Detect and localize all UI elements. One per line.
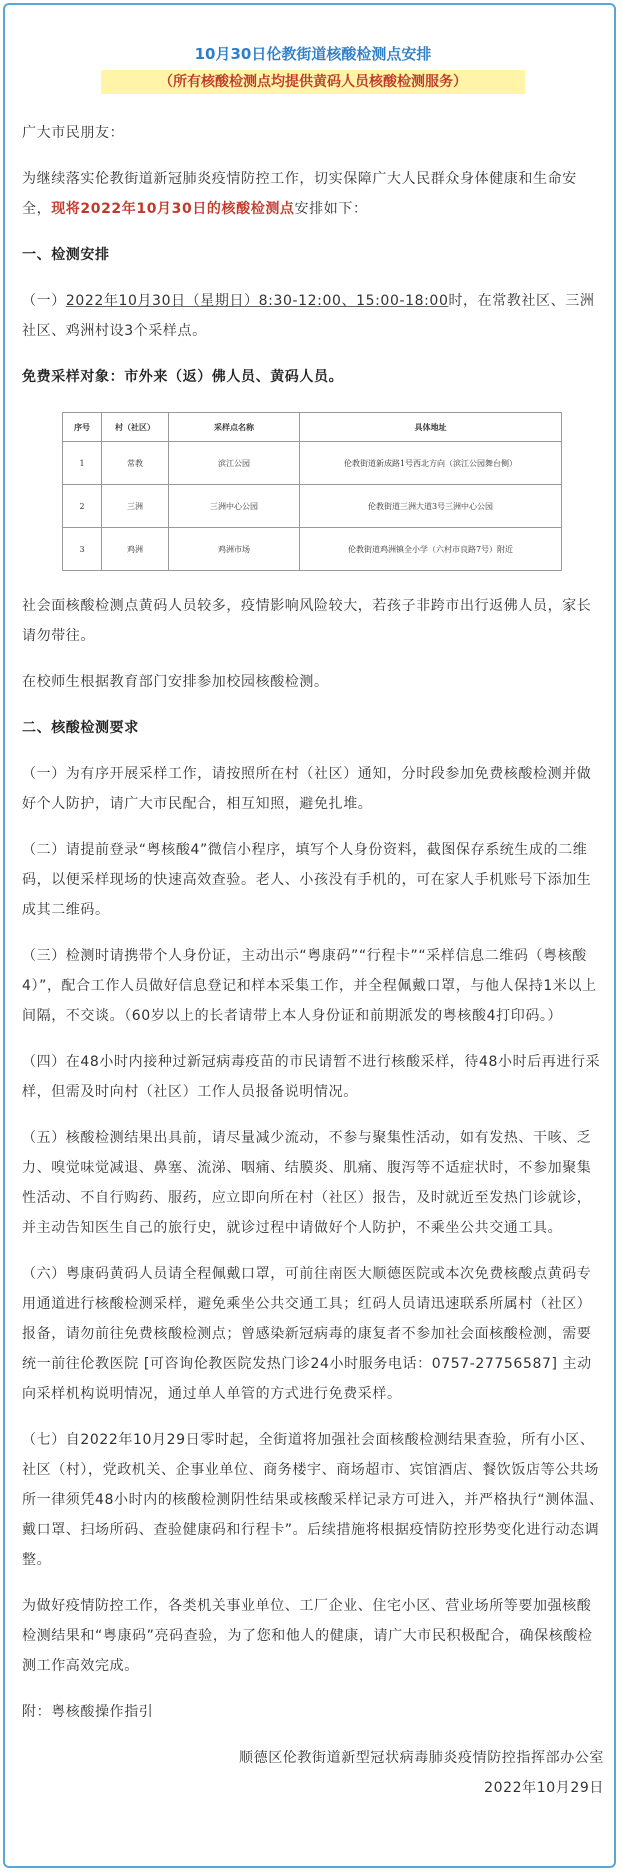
page-subtitle: （所有核酸检测点均提供黄码人员核酸检测服务） [101,70,525,94]
signature-org: 顺德区伦教街道新型冠状病毒肺炎疫情防控指挥部办公室 [239,1750,604,1766]
intro-prefix: 为继续落实伦教街道新冠肺炎疫情防控工作，切实保障广大人民群众身体健康和生命安全， [22,171,577,217]
cell-no: 3 [63,528,102,571]
table-row [63,485,562,528]
cell-village: 鸡洲 [102,528,169,571]
col-header-address: 具体地址 [300,413,562,442]
cell-no: 1 [63,442,102,485]
cell-address: 伦教街道鸡洲镇全小学（六村市良路7号）附近 [300,528,562,571]
section2-heading: 二、核酸检测要求 [22,720,139,736]
schedule-suffix: 时，在常教社区、三洲社区、鸡洲村设3个采样点。 [22,293,595,339]
requirement-item-1: （一）为有序开展采样工作，请按照所在村（社区）通知，分时段参加免费核酸检测并做好个人防护，请广大市民配合，相互知照，避免扎堆。 [22,766,592,812]
document-content [22,40,604,1803]
closing-paragraph: 为做好疫情防控工作，各类机关事业单位、工厂企业、住宅小区、营业场所等要加强核酸检测结果和“粤康码”亮码查验，为了您和他人的健康，请广大市民积极配合，确保核酸检测工作高效完成。 [22,1598,593,1674]
cell-no: 2 [63,485,102,528]
page-title: 10月30日伦教街道核酸检测点安排 [194,45,432,63]
cell-site: 三洲中心公园 [169,485,300,528]
requirement-item-5: （五）核酸检测结果出具前，请尽量减少流动，不参与聚集性活动，如有发热、干咳、乏力、嗅觉味觉减退、鼻塞、流涕、咽痛、结膜炎、肌痛、腹泻等不适症状时，不参加聚集性活动、不自行购药、服药，应立即向所在村（社区）报告，及时就近至发热门诊就诊，并主动告知医生自己的旅行史，就诊过程中请做好个人防护，不乘坐公共交通工具。 [22,1130,592,1236]
table-row [63,528,562,571]
requirement-item-7: （七）自2022年10月29日零时起，全街道将加强社会面核酸检测结果查验，所有小区、社区（村），党政机关、企事业单位、商务楼宇、商场超市、宾馆酒店、餐饮饭店等公共场所一律须凭48小时内的核酸检测阴性结果或核酸采样记录方可进入，并严格执行“测体温、戴口罩、扫场所码、查验健康码和行程卡”。后续措施将根据疫情防控形势变化进行动态调整。 [22,1432,604,1568]
attachment-note: 附：粤核酸操作指引 [22,1704,154,1720]
requirement-item-6: （六）粤康码黄码人员请全程佩戴口罩，可前往南医大顺德医院或本次免费核酸点黄码专用通道进行核酸检测采样，避免乘坐公共交通工具；红码人员请迅速联系所属村（社区）报备，请勿前往免费核酸检测点；曾感染新冠病毒的康复者不参加社会面核酸检测，需要统一前往伦教医院 [可咨询伦教医院发热门诊24小时服务电话：0757-27756587] 主动向采样机构说明情况，通过单人单管的方式进行免费采样。 [22,1266,592,1402]
col-header-no: 序号 [63,413,102,442]
cell-address: 伦教街道新成路1号西北方向（滨江公园舞台侧） [300,442,562,485]
cell-address: 伦教街道三洲大道3号三洲中心公园 [300,485,562,528]
intro-paragraph [22,164,604,224]
greeting: 广大市民朋友： [22,125,125,141]
intro-suffix: 安排如下： [294,201,368,217]
section1-heading: 一、检测安排 [22,247,110,263]
free-target: 免费采样对象：市外来（返）佛人员、黄码人员。 [22,369,344,385]
col-header-village: 村（社区） [102,413,169,442]
intro-highlight: 现将2022年10月30日的核酸检测点 [51,201,295,217]
note-yellow-code: 社会面核酸检测点黄码人员较多，疫情影响风险较大，若孩子非跨市出行返佛人员，家长请勿带往。 [22,598,592,644]
signature-date: 2022年10月29日 [484,1780,604,1796]
cell-village: 三洲 [102,485,169,528]
cell-site: 滨江公园 [169,442,300,485]
requirement-item-4: （四）在48小时内接种过新冠病毒疫苗的市民请暂不进行核酸采样，待48小时后再进行采样，但需及时向村（社区）工作人员报备说明情况。 [22,1054,601,1100]
cell-site: 鸡洲市场 [169,528,300,571]
note-school: 在校师生根据教育部门安排参加校园核酸检测。 [22,674,329,690]
schedule-prefix: （一） [22,293,66,309]
table-header-row [63,413,562,442]
schedule-time: 2022年10月30日（星期日）8:30-12:00、15:00-18:00 [65,293,449,309]
col-header-site: 采样点名称 [169,413,300,442]
requirement-item-2: （二）请提前登录“粤核酸4”微信小程序，填写个人身份资料，截图保存系统生成的二维码，以便采样现场的快速高效查验。老人、小孩没有手机的，可在家人手机账号下添加生成其二维码。 [22,842,592,918]
sampling-site-table [62,412,562,571]
requirement-item-3: （三）检测时请携带个人身份证，主动出示“粤康码”“行程卡”“采样信息二维码（粤核酸4）”，配合工作人员做好信息登记和样本采集工作，并全程佩戴口罩，与他人保持1米以上间隔，不交谈。（60岁以上的长者请带上本人身份证和前期派发的粤核酸4打印码。） [22,948,597,1024]
schedule-paragraph [22,286,604,346]
table-row [63,442,562,485]
cell-village: 常教 [102,442,169,485]
